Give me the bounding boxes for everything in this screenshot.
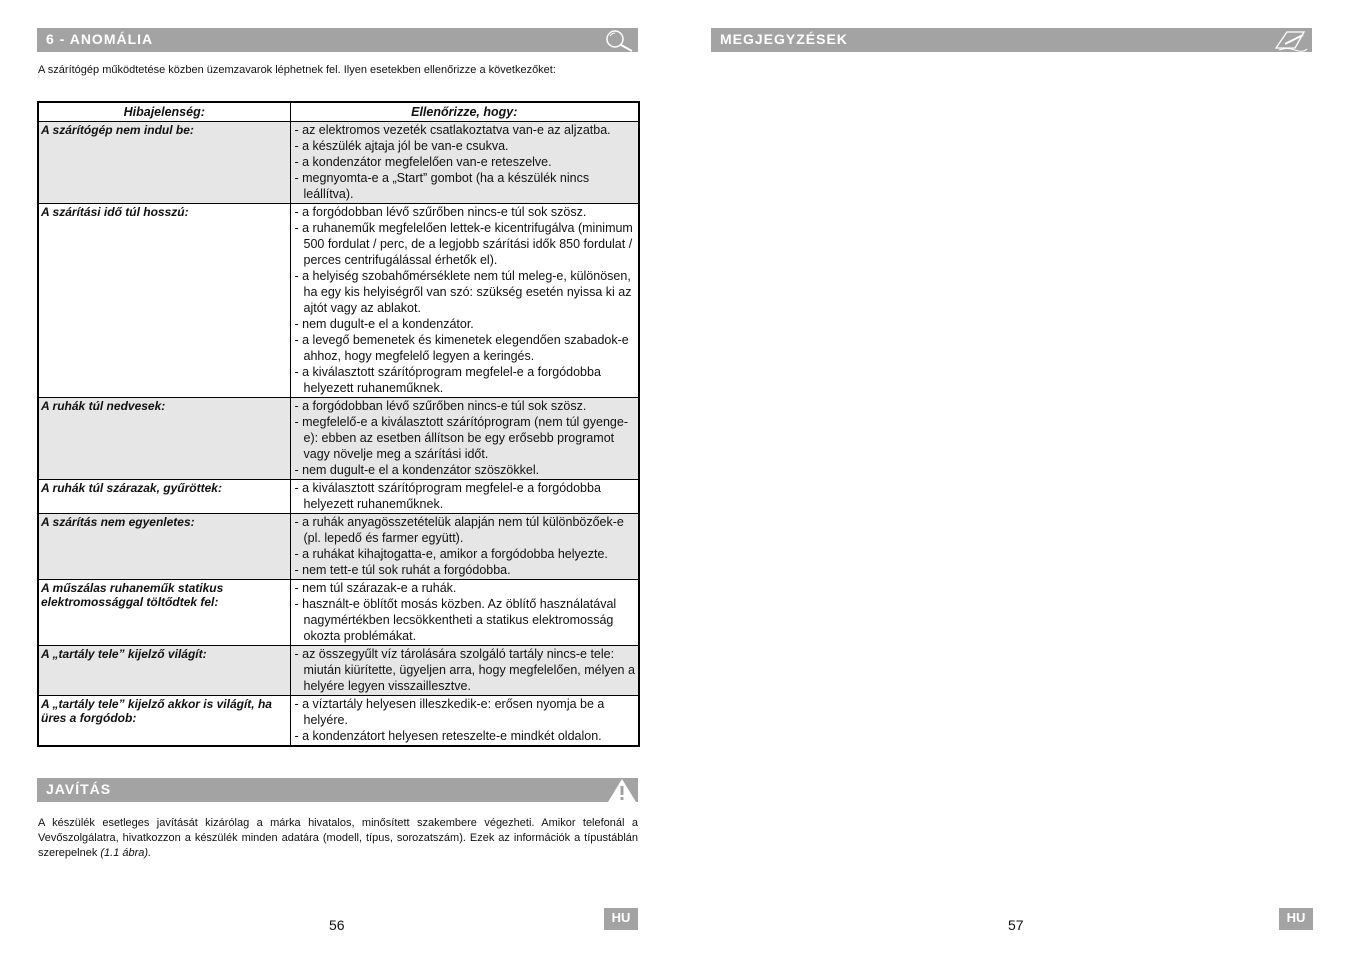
check-item: - a kondenzátort helyesen reteszelte-e mindkét oldalon. bbox=[294, 729, 602, 743]
symptom-cell: A műszálas ruhaneműk statikus elektromossággal töltődtek fel: bbox=[38, 580, 290, 646]
check-item: - a forgódobban lévő szűrőben nincs-e túl sok szösz. bbox=[294, 399, 587, 413]
check-item: - az összegyűlt víz tárolására szolgáló tartály nincs-e tele: miután kiürítette, ügyeljen arra, hogy megfelelően, mélyen a helyére legyen visszaillesztve. bbox=[294, 647, 635, 693]
section-title-notes: MEGJEGYZÉSEK bbox=[720, 31, 848, 47]
table-row bbox=[38, 398, 639, 480]
column-header-check: Ellenőrizze, hogy: bbox=[290, 102, 639, 122]
intro-text: A szárítógép működtetése közben üzemzavarok léphetnek fel. Ilyen esetekben ellenőrizze a következőket: bbox=[38, 64, 556, 76]
check-cell bbox=[290, 696, 639, 747]
check-item: - a kiválasztott szárítóprogram megfelel-e a forgódobba helyezett ruhaneműknek. bbox=[294, 481, 601, 511]
table-row bbox=[38, 122, 639, 204]
table-header-row bbox=[38, 102, 639, 122]
check-item: - a forgódobban lévő szűrőben nincs-e túl sok szösz. bbox=[294, 205, 587, 219]
table-row bbox=[38, 580, 639, 646]
check-item: - megfelelő-e a kiválasztott szárítóprogram (nem túl gyenge-e): ebben az esetben állítson be egy erősebb programot vagy növelje meg a szárítási időt. bbox=[294, 415, 628, 461]
check-item: - a levegő bemenetek és kimenetek elegendően szabadok-e ahhoz, hogy megfelelő legyen a keringés. bbox=[294, 333, 629, 363]
table-row bbox=[38, 646, 639, 696]
section-title-anomaly: 6 - ANOMÁLIA bbox=[46, 31, 154, 47]
check-cell bbox=[290, 122, 639, 204]
check-item: - nem dugult-e el a kondenzátor. bbox=[294, 317, 474, 331]
section-header-notes bbox=[711, 28, 1312, 52]
check-item: - nem túl szárazak-e a ruhák. bbox=[294, 581, 457, 595]
symptom-cell: A szárítás nem egyenletes: bbox=[38, 514, 290, 580]
check-item: - a ruhák anyagösszetételük alapján nem túl különbözőek-e (pl. lepedő és farmer együtt). bbox=[294, 515, 624, 545]
repair-body: A készülék esetleges javítását kizárólag a márka hivatalos, minősített szakembere végezheti. Amikor telefonál a Vevőszolgálatra, hivatkozzon a készülék minden adatára (modell, típus, sorozatszám). Ezek az információk a típustáblán szerepelnek bbox=[38, 817, 638, 859]
pen-writing-icon bbox=[1273, 28, 1309, 52]
table-row bbox=[38, 480, 639, 514]
page-number-right: 57 bbox=[1008, 917, 1024, 933]
check-item: - a ruhákat kihajtogatta-e, amikor a forgódobba helyezte. bbox=[294, 547, 608, 561]
check-item: - az elektromos vezeték csatlakoztatva van-e az aljzatba. bbox=[294, 123, 611, 137]
check-cell bbox=[290, 514, 639, 580]
check-cell bbox=[290, 398, 639, 480]
check-item: - a ruhaneműk megfelelően lettek-e kicentrifugálva (minimum 500 fordulat / perc, de a legjobb szárítási idők 850 fordulat / perces centrifugálással érhetők el). bbox=[294, 221, 633, 267]
troubleshooting-table bbox=[37, 101, 640, 747]
section-header-repair bbox=[37, 778, 638, 802]
check-cell bbox=[290, 204, 639, 398]
table-body bbox=[38, 122, 639, 747]
check-item: - a kiválasztott szárítóprogram megfelel-e a forgódobba helyezett ruhaneműknek. bbox=[294, 365, 601, 395]
table-row bbox=[38, 514, 639, 580]
table-row bbox=[38, 204, 639, 398]
page-number-left: 56 bbox=[329, 917, 345, 933]
section-header-anomaly bbox=[37, 28, 638, 52]
check-cell bbox=[290, 580, 639, 646]
warning-icon bbox=[607, 778, 637, 802]
symptom-cell: A szárítási idő túl hosszú: bbox=[38, 204, 290, 398]
check-cell bbox=[290, 646, 639, 696]
check-item: - a víztartály helyesen illeszkedik-e: erősen nyomja be a helyére. bbox=[294, 697, 605, 727]
check-cell bbox=[290, 480, 639, 514]
column-header-symptom: Hibajelenség: bbox=[38, 102, 290, 122]
symptom-cell: A „tartály tele” kijelző akkor is világít, ha üres a forgódob: bbox=[38, 696, 290, 747]
symptom-cell: A „tartály tele” kijelző világít: bbox=[38, 646, 290, 696]
symptom-cell: A szárítógép nem indul be: bbox=[38, 122, 290, 204]
repair-text bbox=[38, 816, 638, 861]
symptom-cell: A ruhák túl szárazak, gyűröttek: bbox=[38, 480, 290, 514]
check-item: - a helyiség szobahőmérséklete nem túl meleg-e, különösen, ha egy kis helyiségről van szó: szükség esetén nyissa ki az ajtót vagy az ablakot. bbox=[294, 269, 632, 315]
language-badge-left: HU bbox=[604, 908, 638, 930]
check-item: - használt-e öblítőt mosás közben. Az öblítő használatával nagymértékben lecsökkentheti a statikus elektromosság okozta problémákat. bbox=[294, 597, 617, 643]
language-badge-right: HU bbox=[1279, 908, 1313, 930]
check-item: - megnyomta-e a „Start” gombot (ha a készülék nincs leállítva). bbox=[294, 171, 590, 201]
magnifier-icon bbox=[601, 28, 635, 52]
table-row bbox=[38, 696, 639, 747]
check-item: - nem dugult-e el a kondenzátor szöszökkel. bbox=[294, 463, 540, 477]
section-title-repair: JAVÍTÁS bbox=[46, 781, 112, 797]
check-item: - a kondenzátor megfelelően van-e reteszelve. bbox=[294, 155, 552, 169]
symptom-cell: A ruhák túl nedvesek: bbox=[38, 398, 290, 480]
repair-figure-ref: (1.1 ábra). bbox=[100, 847, 152, 859]
check-item: - a készülék ajtaja jól be van-e csukva. bbox=[294, 139, 509, 153]
check-item: - nem tett-e túl sok ruhát a forgódobba. bbox=[294, 563, 511, 577]
